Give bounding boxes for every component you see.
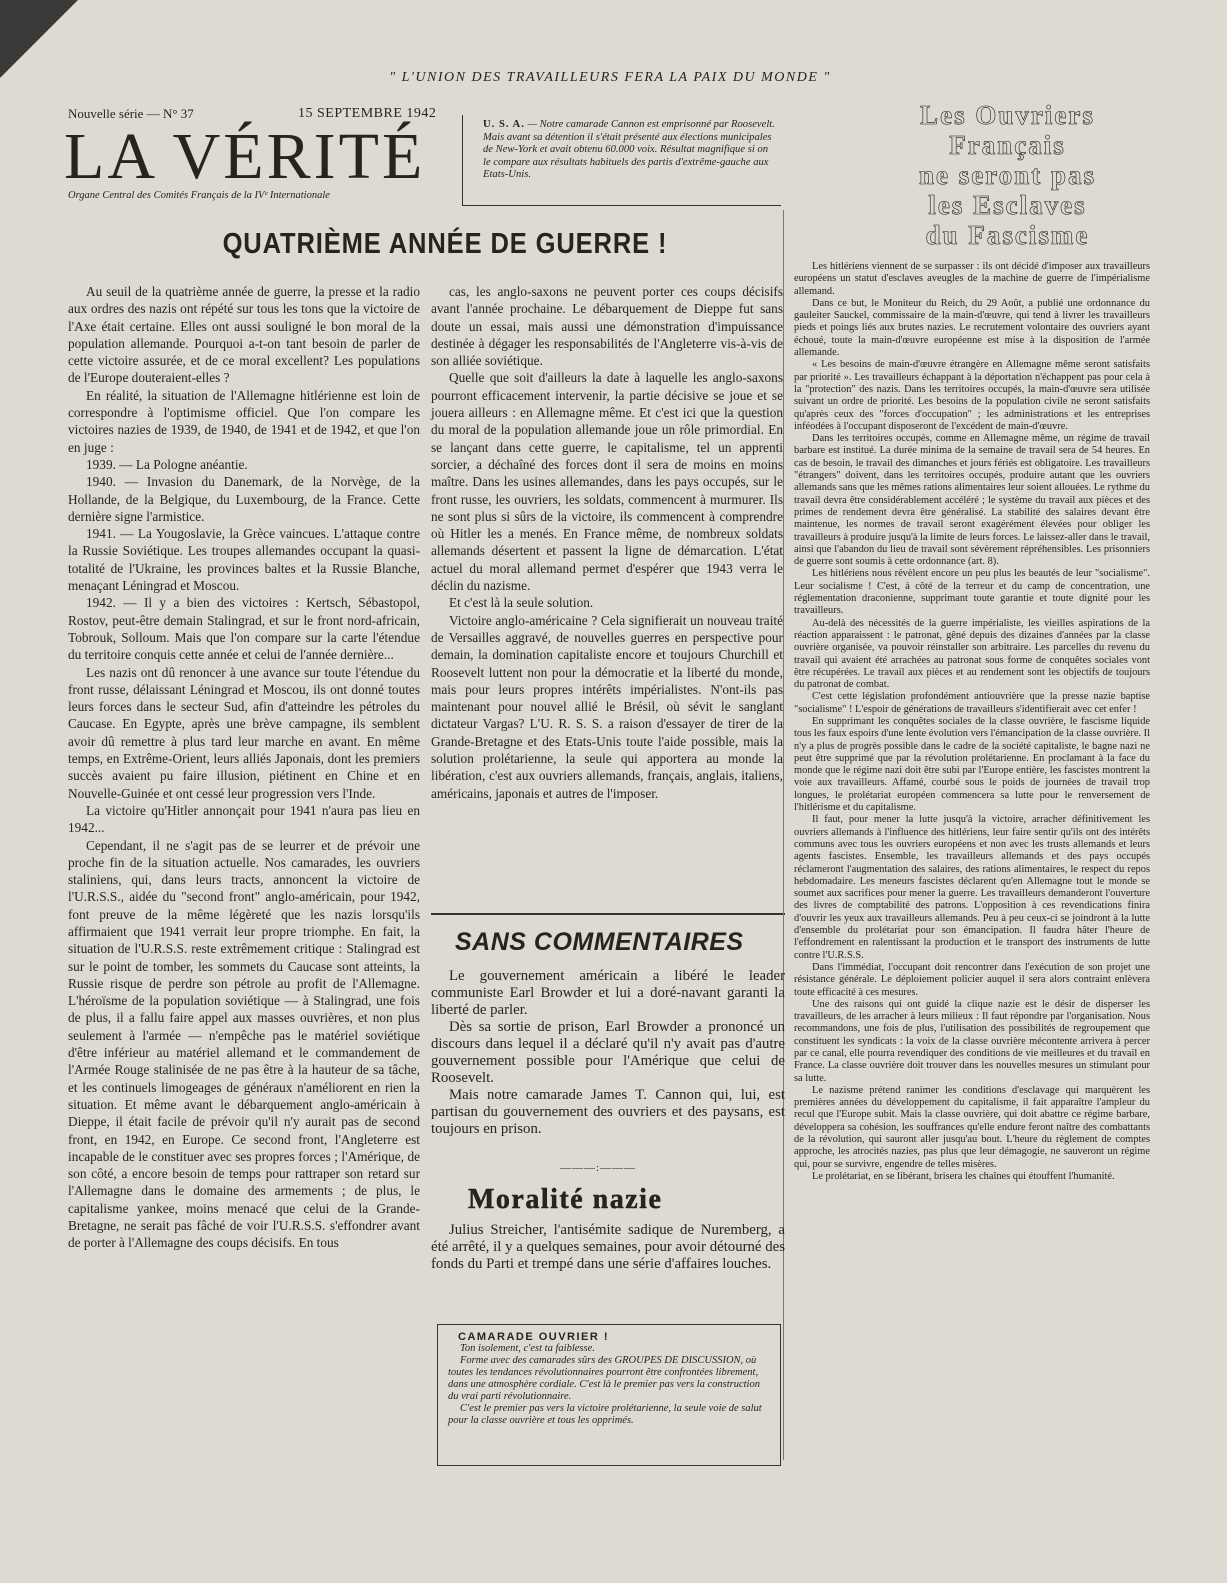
sans-commentaires-title: SANS COMMENTAIRES — [455, 928, 744, 956]
usa-notice — [463, 115, 781, 182]
paragraph: Ton isolement, c'est ta faiblesse. — [460, 1343, 595, 1354]
paragraph: Au seuil de la quatrième année de guerre, la presse et la radio aux ordres des nazis ont répété sur tous les tons que la victoire de l'Axe était certaine. Elles ont aussi souligné le bon moral de la population allemande. Pourquoi a-t-on tant besoin de parler de cette victoire assurée, et de ce moral excellent? Les populations de l'Europe douteraient-elles ? — [68, 284, 420, 386]
usa-label: U. S. A. — [483, 119, 525, 130]
paragraph: Les nazis ont dû renoncer à une avance sur toute l'étendue du front russe, délaissant Léningrad et Moscou, ils ont donné toutes leurs forces dans le secteur Sud, afin d'atteindre les pétroles du Caucase. En Egypte, après une brève campagne, ils semblent avoir dû remettre à plus tard leur marche en avant. En même temps, en Extrême-Orient, leurs alliés Japonais, dont les premiers succès avaient pu faire illusion, piétinent en Chine et en Nouvelle-Guinée et ont cessé leur progression vers l'Inde. — [68, 664, 420, 801]
paragraph: Dans l'immédiat, l'occupant doit rencontrer dans l'exécution de son projet une résistance générale. Le déploiement policier auquel il sera alors contraint enlèvera toute efficacité à ces mesures. — [794, 961, 1150, 998]
paragraph: En réalité, la situation de l'Allemagne hitlérienne est loin de correspondre à l'optimisme officiel. Que l'on compare les victoires nazies de 1939, de 1940, de 1941 et de 1942, et que l'on en juge : — [68, 387, 420, 455]
paragraph: Dans ce but, le Moniteur du Reich, du 29 Août, a publié une ordonnance du gauleiter Sauckel, commissaire de la main-d'œuvre, qui tend à livrer les travailleurs pieds et poings liés aux brutes nazies. Le recrutement volontaire des ouvriers ayant échoué, toute la main-d'œuvre européenne est mise à la disposition de l'armée allemande. — [794, 297, 1150, 359]
paragraph: En supprimant les conquêtes sociales de la classe ouvrière, le fascisme liquide tous les faux espoirs d'une lente évolution vers l'émancipation de la classe ouvrière. Il n'y a plus de progrès possible dans le cadre de la société capitaliste, le bagne nazi ne peut être supprimé que par la révolution prolétarienne. En proclamant à la face du monde que le régime nazi doit être subi par l'Europe entière, les fascistes montrent la voie aux travailleurs. Affamé, courbé sous le poids de journées de travail trop longues, le prolétariat européen commencera sa lutte pour le renversement de l'hitlérisme et du capitalisme. — [794, 715, 1150, 814]
main-article-column-2 — [431, 283, 783, 802]
right-title-line: du Fascisme — [925, 220, 1090, 250]
paragraph: Dans les territoires occupés, comme en Allemagne même, un régime de travail barbare est institué. La durée minima de la semaine de travail sera de 54 heures. En cas de besoin, le travail des dimanches et jours fériés est obligatoire. Les travailleurs "étrangers" doivent, dans les territoires occupés, produire autant que les ouvriers allemands sans que les mêmes rations alimentaires leur soient allouées. Le rythme du travail devra être considérablement accéléré ; le système du travail aux pièces et des primes de rendement devra être généralisé. La stabilité des salaires devant être maintenue, les normes de travail seront exagérément élevées pour obliger les travailleurs à produire jusqu'à la limite de leurs forces. Le laissez-aller dans le travail, ainsi que l'abandon du lieu de travail sont sévèrement répréhensibles. Les prisonniers de guerre sont soumis à cette ordonnance (art. 8). — [794, 433, 1150, 568]
issue-date: 15 SEPTEMBRE 1942 — [298, 106, 437, 121]
series-number: Nouvelle série — N° 37 — [68, 106, 194, 121]
camarade-ouvrier-box — [437, 1324, 781, 1466]
motto: " L'UNION DES TRAVAILLEURS FERA LA PAIX DU MONDE " — [389, 70, 831, 85]
paragraph: Le nazisme prétend ranimer les conditions d'esclavage qui marquèrent les premières années du développement du capitalisme, il fait apparaître l'ampleur du recul que l'Europe subit. Mais la classe ouvrière, qui doit abattre ce régime barbare, développera sa cohésion, les souffrances qu'elle endure feront naître des combattants de la révolution, qui sauront aller jusqu'au bout. L'heure du règlement de comptes approche, les atrocités nazies, pas plus que leur démagogie, ne sauveront un régime qui, pour se survivre, engendre de telles misères. — [794, 1084, 1150, 1170]
paragraph: Julius Streicher, l'antisémite sadique de Nuremberg, a été arrêté, il y a quelques semaines, pour avoir détourné des fonds du Parti et trempé dans une série d'affaires louches. — [431, 1222, 785, 1272]
paragraph: « Les besoins de main-d'œuvre étrangère en Allemagne même seront satisfaits par priorité ». Les travailleurs échappant à la déportation n'échappent pas pour cela à la "protection" des nazis. Dans les territoires occupés, la main-d'œuvre sera utilisée suivant un ordre de priorité. Les besoins de la population civile ne seront satisfaits qu'après ceux des "forces d'occupation" ; les administrations et les entreprises inféodées à l'occupant disposeront de l'excédent de main-d'œuvre. — [794, 359, 1150, 432]
paragraph: Les hitlériens viennent de se surpasser : ils ont décidé d'imposer aux travailleurs européens un statut d'esclaves aveugles de la machine de guerre de l'impérialisme allemand. — [794, 261, 1150, 297]
paragraph: Et c'est là la seule solution. — [449, 595, 594, 611]
newspaper-title: LA VÉRITÉ — [64, 120, 426, 193]
paragraph: Les hitlériens nous révèlent encore un peu plus les beautés de leur "socialisme". Leur socialisme ! C'est, à côté de la terreur et du camp de concentration, une réglementation draconienne, supprimant toute garantie et toute dignité pour les travailleurs. — [794, 568, 1150, 617]
paragraph: Une des raisons qui ont guidé la clique nazie est le désir de disperser les travailleurs, de les arracher à leurs milieux : Il faut répondre par l'organisation. Nous recommandons, une fois de plus, l'utilisation des possibilités de regroupement que constituent les syndicats : la voix de la classe ouvrière mécontente arrivera à percer par ce canal, elle pourra revendiquer des conditions de vie meilleures et du travail en France. La classe ouvrière doit trouver dans les nouvelles mesures un stimulant pour sa lutte. — [794, 998, 1150, 1084]
paragraph: Mais notre camarade James T. Cannon qui, lui, est partisan du gouvernement des ouvriers et des paysans, est toujours en prison. — [431, 1087, 785, 1137]
right-title-line: ne seront pas — [918, 160, 1097, 190]
right-article-body — [794, 261, 1150, 1183]
right-title-line: les Esclaves — [928, 190, 1087, 220]
organ-subtitle: Organe Central des Comités Français de la IVᵉ Internationale — [68, 190, 330, 201]
paragraph: Dès sa sortie de prison, Earl Browder a prononcé un discours dans lequel il a déclaré qu'il n'y avait pas d'autre gouvernement possible pour l'Amérique que celui de Roosevelt. — [431, 1019, 785, 1086]
paragraph: Il faut, pour mener la lutte jusqu'à la victoire, arracher définitivement les ouvriers allemands à l'influence des hitlériens, leur faire sentir qu'ils ont des intérêts communs avec tous les ouvriers européens et non avec les trusts allemands et leurs agents fascistes. Ensemble, les travailleurs allemands et des pays occupés réclameront l'augmentation des salaires, des rations alimentaires, le respect du repos hebdomadaire. Les meneurs fascistes déclarent qu'en Allemagne tout le monde se soumet aux sacrifices pour mener la guerre. Les travailleurs demanderont l'ouverture des livres de comptabilité des patrons. L'opposition à ces revendications finira d'ouvrir les yeux aux travailleurs allemands. Peu à peu ceux-ci se joindront à la lutte d'ensemble du prolétariat pour son émancipation. Il faudra hâter l'heure de l'effondrement en ralentissant la production et le transport des instruments de lutte contre l'U.R.S.S. — [794, 814, 1150, 961]
right-title-line: Français — [949, 130, 1066, 160]
paragraph: Quelle que soit d'ailleurs la date à laquelle les anglo-saxons pourront efficacement intervenir, la partie décisive se joue et se jouera ailleurs : en Allemagne même. Et c'est ici que la question du moral de la population allemande joue un rôle primordial. En se lançant dans cette guerre, le capitalisme, tel un apprenti sorcier, a déchaîné des forces dont il sera de moins en moins maître. Dans les usines allemandes, dans les pays occupés, sur le front russe, les ouvriers, les soldats, commencent à murmurer. Ils ne sont plus si sûrs de la victoire, ils commencent à comprendre où Hitler les a menés. En France même, de nombreux soldats allemands désertent et passent la ligne de démarcation. L'état actuel du moral allemand permet d'espérer que 1943 verra le déclin du nazisme. — [431, 370, 783, 594]
sans-commentaires-body — [431, 968, 785, 1138]
paragraph: 1939. — La Pologne anéantie. — [86, 456, 248, 472]
paragraph: cas, les anglo-saxons ne peuvent porter ces coups décisifs avant l'année prochaine. Le débarquement de Dieppe fut sans doute un essai, mais aussi une démonstration d'impuissance destinée à dégager les responsabilités de l'Angleterre vis-à-vis de son alliée soviétique. — [431, 284, 783, 369]
right-title-line: Les Ouvriers — [920, 100, 1095, 130]
paragraph: Cependant, il ne s'agit pas de se leurrer et de prévoir une proche fin de la situation actuelle. Nos camarades, les ouvriers staliniens, qui, dans leurs tracts, annoncent la victoire de l'U.R.S.S., aidée du "second front" anglo-américain, pour 1942, font preuve de la même légèreté que les nazis lorsqu'ils affirmaient que 1941 verrait leur propre triomphe. En fait, la situation de l'U.R.S.S. reste extrêmement critique : Stalingrad est sur le point de tomber, les sommets du Caucase sont atteints, la Russie risque de perdre son pétrole au profit de l'Allemagne. L'héroïsme de la population soviétique — à Stalingrad, une fois de plus, il a fallu faire appel aux masses ouvrières, et non plus seulement à l'armée — n'empêche pas le matériel soviétique d'être inférieur au matériel allemand et le commandement de l'Armée Rouge stalinisée de ne pas être à la hauteur de sa tâche, et les continuels limogeages de généraux n'améliorent en rien la situation. Et même avant le débarquement anglo-américain à Dieppe, il était facile de prévoir qu'il n'y aurait pas de second front, en 1942, en Europe. Ce second front, l'Angleterre est incapable de le constituer avec ses propres forces ; l'Amérique, de son côté, a encore besoin de temps pour rattraper son retard sur l'Allemagne dans le domaine des armements ; de plus, le capitalisme yankee, moins menacé que celui de la Grande-Bretagne, ne serait pas fâché de voir l'U.R.S.S. s'effondrer avant de porter à l'Allemagne des coups décisifs. En tous — [68, 837, 420, 1251]
paragraph: 1940. — Invasion du Danemark, de la Norvège, de la Hollande, de la Belgique, du Luxembourg, de la France. Cette dernière signe l'armistice. — [68, 474, 420, 524]
torn-corner — [0, 0, 78, 78]
moralite-body — [431, 1222, 785, 1273]
paragraph: Le prolétariat, en se libérant, brisera les chaînes qui étouffent l'humanité. — [812, 1170, 1115, 1182]
paragraph: Le gouvernement américain a libéré le leader communiste Earl Browder et lui a doré-navant garanti la liberté de parler. — [431, 968, 785, 1018]
paragraph: Au-delà des nécessités de la guerre impérialiste, les vieilles aspirations de la réaction apparaissent : le patronat, gêné depuis des dizaines d'années par la classe ouvrière organisée, va pouvoir réinstaller son arbitraire. Les parcelles du revenu du travail qui avaient été arrachées au patronat sous forme de conquêtes sociales vont être récupérées. Le travail aux pièces et au rendement sont les objectifs de toujours du patronat de combat. — [794, 617, 1150, 691]
paragraph: C'est le premier pas vers la victoire prolétarienne, la seule voie de salut pour la classe ouvrière et tous les opprimés. — [448, 1403, 762, 1426]
main-headline: QUATRIÈME ANNÉE DE GUERRE ! — [222, 228, 668, 260]
moralite-title: Moralité nazie — [468, 1184, 663, 1215]
paragraph: La victoire qu'Hitler annonçait pour 1941 n'aura pas lieu en 1942... — [68, 802, 420, 836]
usa-text: — Notre camarade Cannon est emprisonné par Roosevelt. Mais avant sa détention il s'était présenté aux élections municipales de New-York et avait obtenu 60.000 voix. Résultat magnifique si on le compare aux résultats habituels des partis d'extrême-gauche aux Etats-Unis. — [483, 119, 775, 181]
section-divider — [431, 913, 785, 915]
camarade-title: CAMARADE OUVRIER ! — [458, 1331, 610, 1343]
separator: ———:——— — [560, 1162, 637, 1174]
paragraph: C'est cette législation profondément antiouvrière que la presse nazie baptise "socialisme" ! L'espoir de générations de travailleurs s'identifierait avec cet enfer ! — [794, 691, 1150, 715]
paragraph: Forme avec des camarades sûrs des GROUPES DE DISCUSSION, où toutes les tendances révolutionnaires pourront être confrontées librement, dans une atmosphère cordiale. C'est là le premier pas vers la construction du vrai parti révolutionnaire. — [448, 1355, 760, 1402]
usa-notice-box — [462, 115, 781, 206]
paragraph: Victoire anglo-américaine ? Cela signifierait un nouveau traité de Versailles aggravé, de nouvelles guerres en perspective pour demain, la domination capitaliste encore et toujours Churchill et Roosevelt luttent non pour la démocratie et la liberté du monde, mais pour leurs propres intérêts impérialistes. N'ont-ils pas maintenant pour nouvel allié le Brésil, où sévit le sanglant dictateur Vargas? L'U. R. S. S. a raison d'essayer de tirer de la Grande-Bretagne et des Etats-Unis toute l'aide possible, mais la solution prolétarienne, la seule qui apportera au monde la libération, c'est aux ouvriers allemands, français, anglais, italiens, américains, japonais et autres de l'imposer. — [431, 612, 783, 801]
paragraph: 1941. — La Yougoslavie, la Grèce vaincues. L'attaque contre la Russie Soviétique. Les troupes allemandes occupant la quasi-totalité de l'Ukraine, les provinces baltes et la Russie Blanche, menaçant Léningrad et Moscou. — [68, 526, 420, 594]
paragraph: 1942. — Il y a bien des victoires : Kertsch, Sébastopol, Rostov, peut-être demain Stalingrad, et sur le front nord-africain, Tobrouk, Solloum. Mais que l'on compare sur la carte l'étendue du territoire conquis cette année et celui de l'année dernière... — [68, 595, 420, 663]
right-article-title — [820, 100, 1195, 250]
main-article-column-1 — [68, 283, 420, 1252]
